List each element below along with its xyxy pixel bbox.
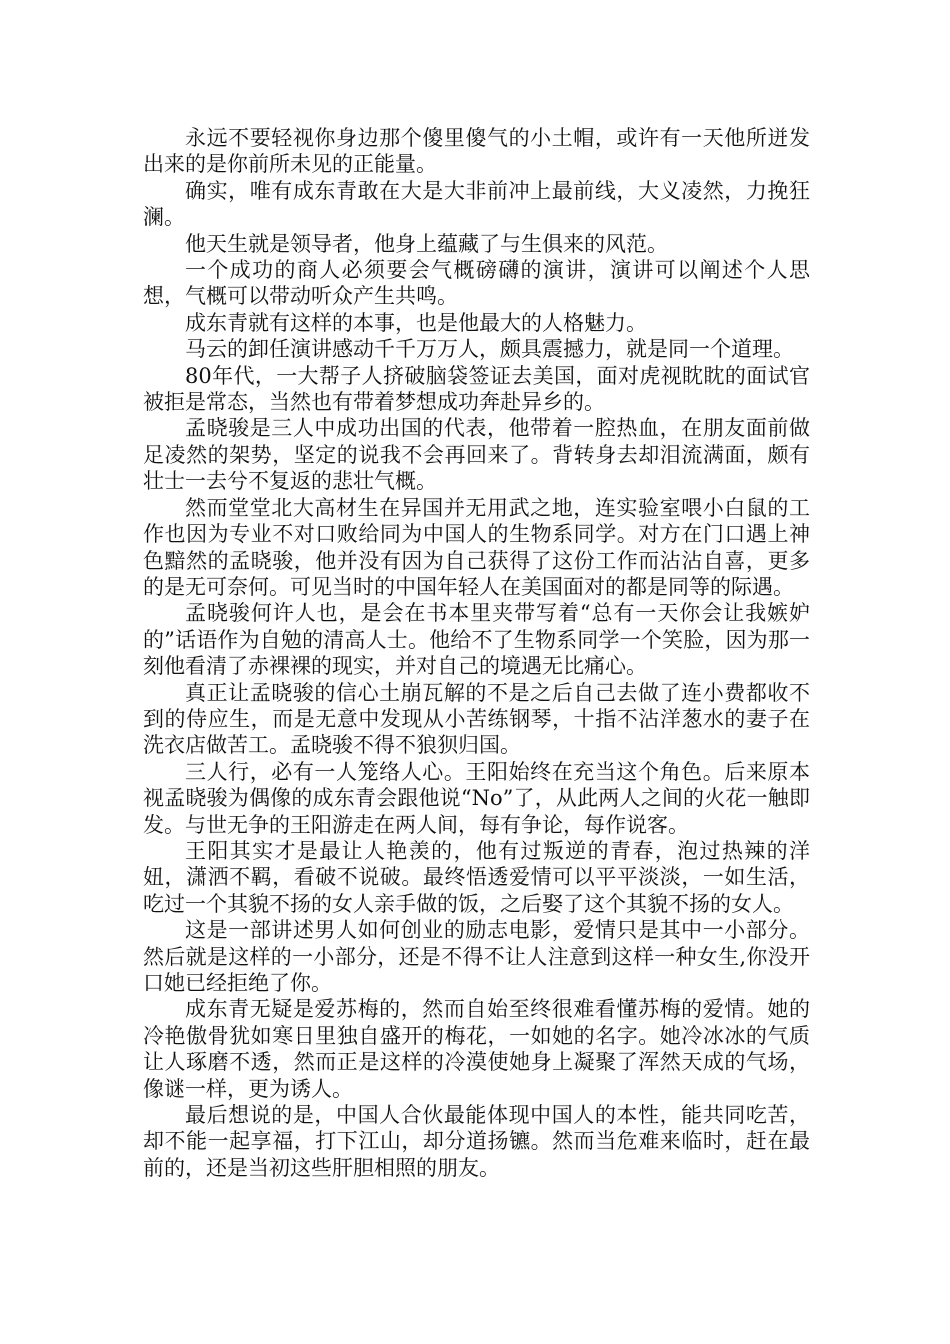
paragraph-2: 确实，唯有成东青敢在大是大非前冲上最前线，大义凌然，力挽狂澜。: [143, 178, 810, 230]
paragraph-1: 永远不要轻视你身边那个傻里傻气的小土帽，或许有一天他所迸发出来的是你前所未见的正能量。: [143, 126, 810, 177]
paragraph-7: 80年代，一大帮子人挤破脑袋签证去美国，面对虎视眈眈的面试官被拒是常态，当然也有带着梦想成功奔赴异乡的。: [143, 363, 810, 415]
paragraph-9: 然而堂堂北大高材生在异国并无用武之地，连实验室喂小白鼠的工作也因为专业不对口败给同为中国人的生物系同学。对方在门口遇上神色黯然的孟晓骏，他并没有因为自己获得了这份工作而沾沾自喜，更多的是无可奈何。可见当时的中国年轻人在美国面对的都是同等的际遇。: [143, 495, 810, 599]
paragraph-5: 成东青就有这样的本事，也是他最大的人格魅力。: [185, 310, 647, 335]
paragraph-16: 最后想说的是，中国人合伙最能体现中国人的本性，能共同吃苦，却不能一起享福，打下江山，却分道扬镳。然而当危难来临时，赶在最前的，还是当初这些肝胆相照的朋友。: [143, 1103, 810, 1180]
paragraph-8: 孟晓骏是三人中成功出国的代表，他带着一腔热血，在朋友面前做足凌然的架势，坚定的说我不会再回来了。背转身去却泪流满面，颇有壮士一去兮不复返的悲壮气概。: [143, 416, 810, 494]
paragraph-3: 他天生就是领导者，他身上蕴藏了与生俱来的风范。: [185, 231, 668, 256]
paragraph-11: 真正让孟晓骏的信心土崩瓦解的不是之后自己去做了连小费都收不到的侍应生，而是无意中发现从小苦练钢琴，十指不沾洋葱水的妻子在洗衣店做苦工。孟晓骏不得不狼狈归国。: [143, 680, 810, 758]
paragraph-4: 一个成功的商人必须要会气概磅礴的演讲，演讲可以阐述个人思想，气概可以带动听众产生共鸣。: [143, 258, 810, 309]
paragraph-12: 三人行，必有一人笼络人心。王阳始终在充当这个角色。后来原本视孟晓骏为偶像的成东青会跟他说“No”了，从此两人之间的火花一触即发。与世无争的王阳游走在两人间，每有争论，每作说客。: [143, 759, 810, 837]
paragraph-15: 成东青无疑是爱苏梅的，然而自始至终很难看懂苏梅的爱情。她的冷艳傲骨犹如寒日里独自盛开的梅花，一如她的名字。她冷冰冰的气质让人琢磨不透，然而正是这样的冷漠使她身上凝聚了浑然天成的气场，像谜一样，更为诱人。: [143, 997, 810, 1101]
paragraph-14: 这是一部讲述男人如何创业的励志电影，爱情只是其中一小部分。然后就是这样的一小部分，还是不得不让人注意到这样一种女生,你没开口她已经拒绝了你。: [143, 918, 810, 995]
paragraph-10: 孟晓骏何许人也，是会在书本里夹带写着“总有一天你会让我嫉妒的”话语作为自勉的清高人士。他给不了生物系同学一个笑脸，因为那一刻他看清了赤裸裸的现实，并对自己的境遇无比痛心。: [143, 601, 810, 679]
paragraph-13: 王阳其实才是最让人艳羡的，他有过叛逆的青春，泡过热辣的洋妞，潇洒不羁，看破不说破。最终悟透爱情可以平平淡淡，一如生活，吃过一个其貌不扬的女人亲手做的饭，之后娶了这个其貌不扬的女人。: [143, 838, 810, 916]
paragraph-6: 马云的卸任演讲感动千千万万人，颇具震撼力，就是同一个道理。: [185, 337, 794, 362]
article-body: [143, 125, 810, 1181]
